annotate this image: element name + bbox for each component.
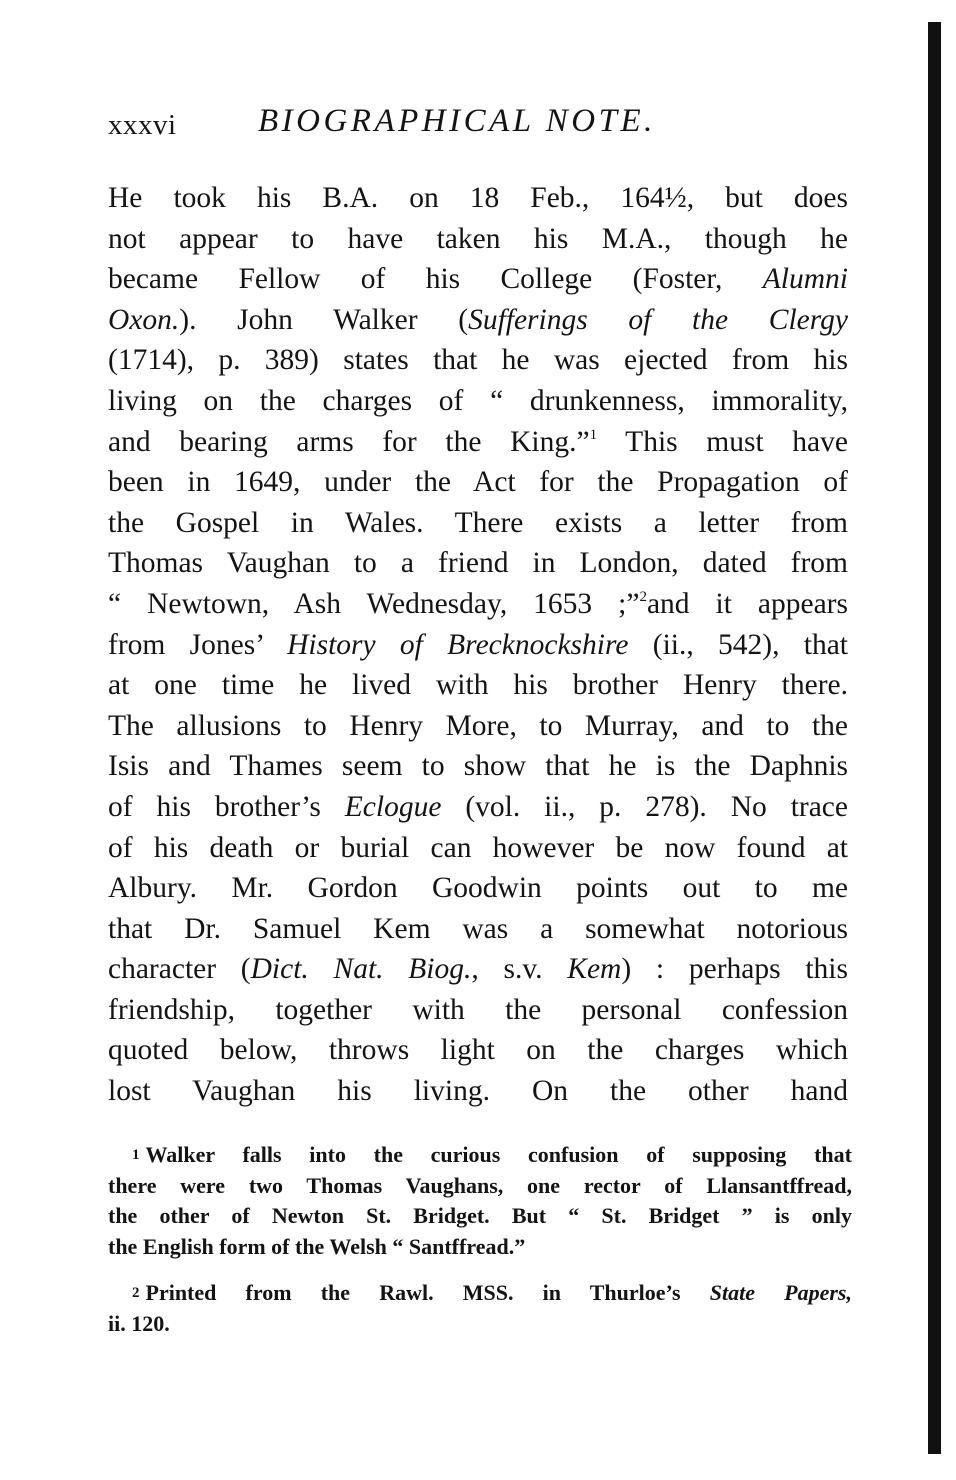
- text-line: lost Vaughan his living. On the other hand: [108, 1075, 848, 1108]
- footnote-line: the English form of the Welsh “ Santffread.”: [108, 1233, 526, 1259]
- text-line: the Gospel in Wales. There exists a letter from: [108, 506, 848, 539]
- text-line: and bearing arms for the King.”$^1$ This must have: [108, 425, 848, 458]
- footnote-line: the other of Newton St. Bridget. But “ St. Bridget ” is only: [108, 1203, 852, 1228]
- footnote-line: 1 Walker falls into the curious confusion of supposing that: [132, 1142, 852, 1167]
- scan-page-edge: [928, 22, 941, 1454]
- footnote-line: there were two Thomas Vaughans, one rector of Llansantffread,: [108, 1172, 852, 1198]
- text-line: not appear to have taken his M.A., though he: [108, 222, 848, 255]
- text-line: “ Newtown, Ash Wednesday, 1653 ;”$^2$and it appears: [108, 587, 848, 620]
- text-line: at one time he lived with his brother Henry there.: [108, 669, 848, 702]
- italic-title: Oxon.: [108, 303, 180, 336]
- text-line: living on the charges of “ drunkenness, immorality,: [108, 384, 848, 417]
- page-number: xxxvi: [108, 109, 177, 141]
- italic-title: History of Brecknockshire: [287, 628, 629, 661]
- body-text: [108, 178, 848, 1112]
- text-line: that Dr. Samuel Kem was a somewhat notorious: [108, 912, 848, 945]
- text-line: from Jones’ History of Brecknockshire (ii., 542), that: [108, 628, 848, 661]
- italic-title: Kem: [567, 953, 622, 986]
- text-line: The allusions to Henry More, to Murray, and to the: [108, 709, 848, 742]
- italic-title: Alumni: [762, 263, 848, 296]
- italic-title: Eclogue: [344, 790, 442, 823]
- italic-title: Dict. Nat. Biog.: [250, 953, 472, 986]
- text-line: of his brother’s Eclogue (vol. ii., p. 278). No trace: [108, 790, 848, 823]
- text-line: became Fellow of his College (Foster, Alumni: [108, 263, 848, 296]
- text-line: friendship, together with the personal confession: [108, 993, 848, 1026]
- text-line: Oxon.). John Walker (Sufferings of the Clergy: [108, 303, 848, 336]
- footnote-marker: 2: [132, 1285, 140, 1301]
- footnote-ref: 2: [639, 588, 647, 605]
- footnote-ref: 1: [589, 426, 598, 443]
- text-line: Isis and Thames seem to show that he is the Daphnis: [108, 750, 848, 783]
- text-line: character (Dict. Nat. Biog., s.v. Kem) : perhaps this: [108, 953, 848, 986]
- text-line: of his death or burial can however be now found at: [108, 831, 848, 864]
- text-line: quoted below, throws light on the charges which: [108, 1034, 848, 1067]
- footnote-line: ii. 120.: [108, 1310, 170, 1336]
- footnote-2: [108, 1278, 852, 1339]
- text-line: been in 1649, under the Act for the Propagation of: [108, 466, 848, 499]
- italic-title: Sufferings of the Clergy: [468, 303, 848, 336]
- footnote-marker: 1: [132, 1147, 140, 1163]
- text-line: He took his B.A. on 18 Feb., 164½, but does: [108, 182, 848, 214]
- page-header: [108, 103, 848, 143]
- text-line: (1714), p. 389) states that he was ejected from his: [108, 344, 848, 377]
- text-line: Albury. Mr. Gordon Goodwin points out to me: [108, 872, 848, 905]
- running-title: BIOGRAPHICAL NOTE.: [258, 103, 656, 139]
- italic-title: State Papers,: [709, 1280, 852, 1305]
- text-line: Thomas Vaughan to a friend in London, dated from: [108, 547, 848, 580]
- footnote-1: [108, 1140, 852, 1262]
- footnote-line: 2 Printed from the Rawl. MSS. in Thurloe’s State Papers,: [132, 1280, 852, 1305]
